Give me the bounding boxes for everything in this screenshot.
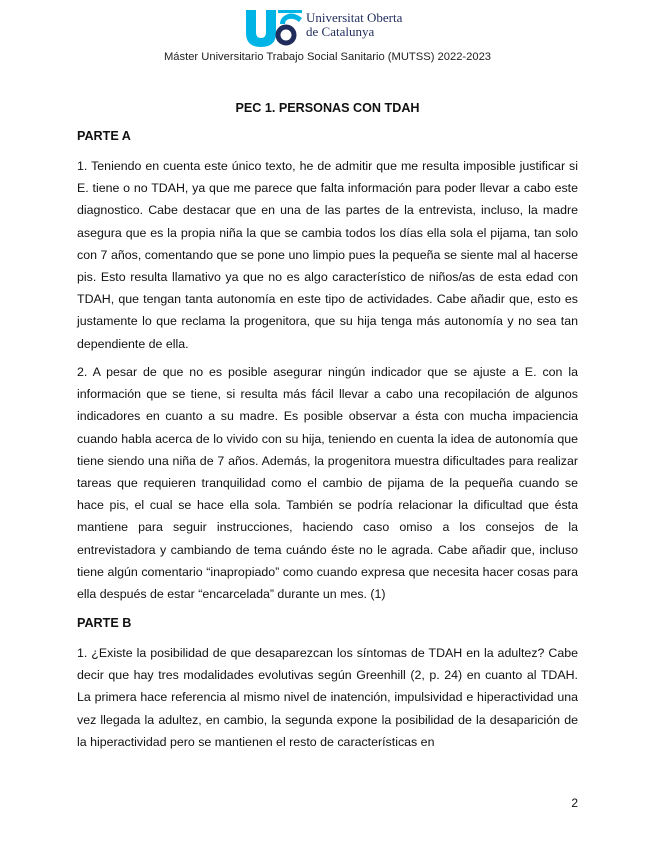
uoc-logo-icon: [244, 8, 304, 48]
paragraph-a1: 1. Teniendo en cuenta este único texto, he de admitir que me resulta imposible justificar si E. tiene o no TDAH, ya que me parece que falta información para poder llevar a cabo este diagnostico. Cabe destacar que en una de las partes de la entrevista, incluso, la madre asegura que es la propia niña la que se cambia todos los días ella sola el pijama, tan solo con 7 años, comentando que se pone uno limpio pues la pequeña se siente mal al hacerse pis. Esto resulta llamativo ya que no es algo característico de niños/as de esta edad con TDAH, que tengan tanta autonomía en este tipo de actividades. Cabe añadir que, esto es justamente lo que reclama la progenitora, que su hija tenga más autonomía y no sea tan dependiente de ella.: [77, 159, 578, 351]
section-heading-parte-b: PARTE B: [77, 616, 132, 630]
paragraph-b1: 1. ¿Existe la posibilidad de que desaparezcan los síntomas de TDAH en la adultez? Cabe decir que hay tres modalidades evolutivas según Greenhill (2, p. 24) en cuanto al TDAH. La primera hace referencia al mismo nivel de inatención, impulsividad e hiperactividad una vez llegada la adultez, en cambio, la segunda expone la posibilidad de la desaparición de la hiperactividad pero se mantienen el resto de características en: [77, 646, 578, 749]
uoc-logo: [244, 8, 414, 48]
paragraph-a2: 2. A pesar de que no es posible asegurar ningún indicador que se ajuste a E. con la información que se tiene, si resulta más fácil llevar a cabo una recopilación de algunos indicadores en cuanto a su madre. Es posible observar a ésta con mucha impaciencia cuando habla acerca de lo vivido con su hija, teniendo en cuenta la idea de autonomía que tiene siendo una niña de 7 años. Además, la progenitora muestra dificultades para realizar tareas que requieren tranquilidad como el cambio de pijama de la pequeña cuando se hace pis, el cual se hace ella sola. También se podría relacionar la dificultad que ésta mantiene para seguir instrucciones, haciendo caso omiso a los consejos de la entrevistadora y cambiando de tema cuándo éste no le agrada. Cabe añadir que, incluso tiene algún comentario “inapropiado” como cuando expresa que necesita hacer cosas para ella después de estar “encarcelada” durante un mes. (1): [77, 365, 578, 602]
page-number: 2: [571, 796, 578, 810]
logo-line-2: de Catalunya: [306, 24, 375, 39]
document-title: PEC 1. PERSONAS CON TDAH: [235, 101, 420, 115]
logo-wordmark: [306, 11, 402, 39]
section-heading-parte-a: PARTE A: [77, 129, 131, 143]
logo-line-1: Universitat Oberta: [306, 10, 403, 25]
running-header: Máster Universitario Trabajo Social Sanitario (MUTSS) 2022-2023: [163, 51, 492, 63]
